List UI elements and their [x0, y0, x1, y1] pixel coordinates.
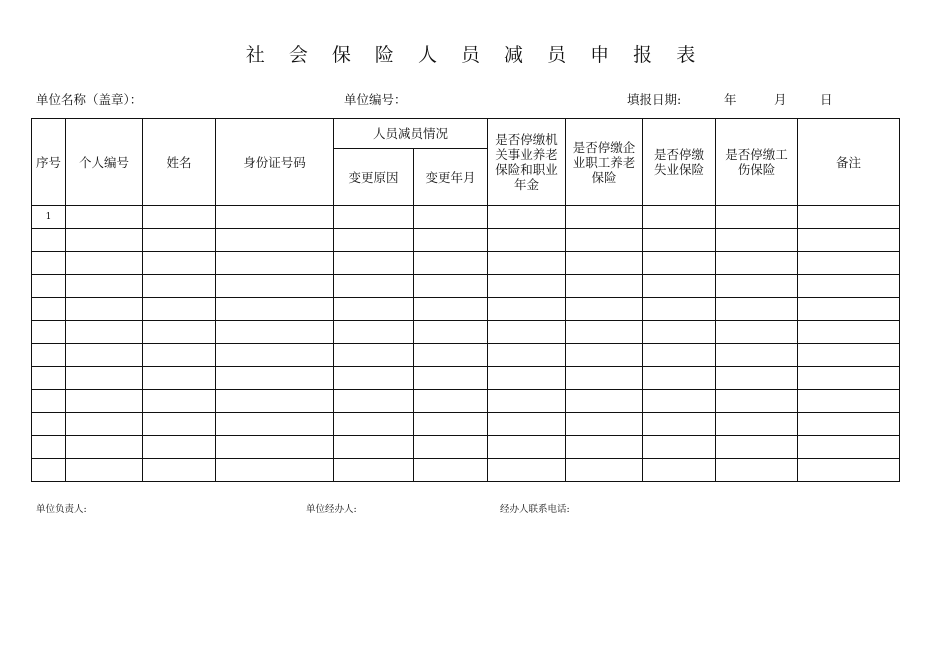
row-seq-cell	[32, 298, 66, 321]
header-seq: 序号	[32, 119, 66, 206]
table-cell[interactable]	[716, 413, 798, 436]
row-seq-cell	[32, 390, 66, 413]
table-cell[interactable]	[216, 436, 334, 459]
table-cell[interactable]	[66, 390, 143, 413]
header-personal-id: 个人编号	[66, 119, 143, 206]
table-cell[interactable]	[716, 275, 798, 298]
table-cell[interactable]	[488, 367, 566, 390]
table-cell[interactable]	[66, 275, 143, 298]
day-label: 日	[820, 92, 833, 107]
table-cell[interactable]	[488, 459, 566, 482]
table-row	[32, 206, 900, 229]
table-cell[interactable]	[334, 436, 414, 459]
table-cell[interactable]	[798, 436, 900, 459]
table-cell[interactable]	[143, 229, 216, 252]
table-cell[interactable]	[566, 436, 643, 459]
table-cell[interactable]	[643, 206, 716, 229]
table-cell[interactable]	[66, 321, 143, 344]
table-cell[interactable]	[334, 321, 414, 344]
table-cell[interactable]	[566, 275, 643, 298]
table-row	[32, 367, 900, 390]
table-cell[interactable]	[643, 459, 716, 482]
table-cell[interactable]	[798, 298, 900, 321]
table-cell[interactable]	[334, 275, 414, 298]
table-cell[interactable]	[414, 436, 488, 459]
table-cell[interactable]	[143, 275, 216, 298]
table-cell[interactable]	[566, 413, 643, 436]
table-cell[interactable]	[334, 413, 414, 436]
table-cell[interactable]	[66, 206, 143, 229]
table-cell[interactable]	[216, 344, 334, 367]
row-seq-cell	[32, 275, 66, 298]
table-cell[interactable]	[414, 367, 488, 390]
table-row	[32, 298, 900, 321]
table-cell[interactable]	[716, 390, 798, 413]
table-cell[interactable]	[414, 206, 488, 229]
table-cell[interactable]	[334, 206, 414, 229]
table-cell[interactable]	[488, 344, 566, 367]
table-row	[32, 344, 900, 367]
table-cell[interactable]	[798, 367, 900, 390]
header-stop-enterprise-pension: 是否停缴企业职工养老保险	[566, 119, 643, 206]
header-reduction-group: 人员减员情况	[334, 119, 488, 149]
table-cell[interactable]	[716, 298, 798, 321]
handler-phone-label: 经办人联系电话:	[500, 504, 570, 515]
table-cell[interactable]	[216, 206, 334, 229]
table-cell[interactable]	[66, 436, 143, 459]
table-cell[interactable]	[488, 413, 566, 436]
table-cell[interactable]	[566, 298, 643, 321]
row-seq-cell	[32, 229, 66, 252]
row-seq-cell: 1	[32, 206, 66, 229]
table-cell[interactable]	[334, 459, 414, 482]
month-label: 月	[774, 92, 787, 107]
table-cell[interactable]	[798, 252, 900, 275]
header-stop-institution-pension: 是否停缴机关事业养老保险和职业年金	[488, 119, 566, 206]
header-stop-unemployment: 是否停缴失业保险	[643, 119, 716, 206]
table-cell[interactable]	[414, 252, 488, 275]
unit-name-label: 单位名称（盖章）：	[36, 92, 143, 107]
table-row	[32, 390, 900, 413]
table-cell[interactable]	[143, 321, 216, 344]
table-cell[interactable]	[488, 252, 566, 275]
header-change-date: 变更年月	[414, 149, 488, 206]
table-cell[interactable]	[798, 206, 900, 229]
table-cell[interactable]	[216, 459, 334, 482]
header-id-card: 身份证号码	[216, 119, 334, 206]
row-seq-cell	[32, 321, 66, 344]
row-seq-cell	[32, 367, 66, 390]
unit-handler-label: 单位经办人:	[306, 504, 357, 515]
table-cell[interactable]	[643, 344, 716, 367]
header-change-reason: 变更原因	[334, 149, 414, 206]
table-cell[interactable]	[798, 344, 900, 367]
page-title: 社 会 保 险 人 员 减 员 申 报 表	[245, 44, 705, 66]
table-cell[interactable]	[216, 252, 334, 275]
table-cell[interactable]	[566, 252, 643, 275]
table-cell[interactable]	[566, 229, 643, 252]
table-row	[32, 252, 900, 275]
table-cell[interactable]	[334, 390, 414, 413]
row-seq-cell	[32, 436, 66, 459]
table-cell[interactable]	[643, 321, 716, 344]
table-cell[interactable]	[488, 298, 566, 321]
table-cell[interactable]	[643, 252, 716, 275]
table-cell[interactable]	[143, 436, 216, 459]
table-cell[interactable]	[566, 344, 643, 367]
table-cell[interactable]	[566, 367, 643, 390]
table-cell[interactable]	[334, 229, 414, 252]
table-cell[interactable]	[66, 367, 143, 390]
table-cell[interactable]	[643, 390, 716, 413]
year-label: 年	[724, 92, 737, 107]
table-cell[interactable]	[143, 367, 216, 390]
table-cell[interactable]	[143, 390, 216, 413]
table-cell[interactable]	[798, 390, 900, 413]
table-cell[interactable]	[66, 459, 143, 482]
table-cell[interactable]	[716, 229, 798, 252]
table-cell[interactable]	[488, 436, 566, 459]
table-cell[interactable]	[414, 229, 488, 252]
table-cell[interactable]	[488, 321, 566, 344]
table-cell[interactable]	[66, 413, 143, 436]
table-cell[interactable]	[716, 367, 798, 390]
table-cell[interactable]	[143, 298, 216, 321]
table-cell[interactable]	[414, 344, 488, 367]
table-row	[32, 413, 900, 436]
table-cell[interactable]	[488, 206, 566, 229]
table-cell[interactable]	[143, 344, 216, 367]
row-seq-cell	[32, 413, 66, 436]
table-cell[interactable]	[216, 275, 334, 298]
header-remarks: 备注	[798, 119, 900, 206]
table-cell[interactable]	[66, 298, 143, 321]
table-row	[32, 459, 900, 482]
table-cell[interactable]	[143, 459, 216, 482]
header-stop-injury: 是否停缴工伤保险	[716, 119, 798, 206]
table-row	[32, 229, 900, 252]
table-cell[interactable]	[798, 459, 900, 482]
table-cell[interactable]	[716, 436, 798, 459]
table-cell[interactable]	[216, 390, 334, 413]
table-cell[interactable]	[643, 275, 716, 298]
table-cell[interactable]	[643, 413, 716, 436]
table-cell[interactable]	[566, 390, 643, 413]
table-cell[interactable]	[798, 413, 900, 436]
table-row	[32, 275, 900, 298]
unit-leader-label: 单位负责人:	[36, 504, 87, 515]
table-cell[interactable]	[488, 275, 566, 298]
table-cell[interactable]	[716, 459, 798, 482]
table-cell[interactable]	[414, 459, 488, 482]
table-cell[interactable]	[216, 298, 334, 321]
table-cell[interactable]	[216, 413, 334, 436]
table-cell[interactable]	[334, 344, 414, 367]
table-cell[interactable]	[414, 413, 488, 436]
header-name: 姓名	[143, 119, 216, 206]
table-cell[interactable]	[798, 321, 900, 344]
table-cell[interactable]	[66, 252, 143, 275]
table-cell[interactable]	[566, 321, 643, 344]
table-cell[interactable]	[66, 229, 143, 252]
table-cell[interactable]	[216, 229, 334, 252]
table-cell[interactable]	[143, 206, 216, 229]
table-cell[interactable]	[716, 321, 798, 344]
table-cell[interactable]	[643, 298, 716, 321]
table-cell[interactable]	[566, 459, 643, 482]
table-cell[interactable]	[216, 367, 334, 390]
table-cell[interactable]	[334, 367, 414, 390]
table-cell[interactable]	[488, 390, 566, 413]
table-cell[interactable]	[643, 229, 716, 252]
reduction-report-table	[31, 118, 900, 482]
table-cell[interactable]	[216, 321, 334, 344]
row-seq-cell	[32, 252, 66, 275]
table-cell[interactable]	[643, 367, 716, 390]
table-cell[interactable]	[334, 298, 414, 321]
table-cell[interactable]	[143, 252, 216, 275]
table-cell[interactable]	[414, 298, 488, 321]
table-cell[interactable]	[414, 275, 488, 298]
row-seq-cell	[32, 344, 66, 367]
table-row	[32, 436, 900, 459]
table-cell[interactable]	[334, 252, 414, 275]
table-cell[interactable]	[798, 275, 900, 298]
table-cell[interactable]	[488, 229, 566, 252]
row-seq-cell	[32, 459, 66, 482]
table-cell[interactable]	[716, 344, 798, 367]
table-cell[interactable]	[414, 321, 488, 344]
table-cell[interactable]	[143, 413, 216, 436]
table-cell[interactable]	[414, 390, 488, 413]
unit-code-label: 单位编号：	[344, 92, 407, 107]
table-cell[interactable]	[566, 206, 643, 229]
table-cell[interactable]	[716, 206, 798, 229]
table-cell[interactable]	[643, 436, 716, 459]
table-cell[interactable]	[716, 252, 798, 275]
table-cell[interactable]	[66, 344, 143, 367]
table-cell[interactable]	[798, 229, 900, 252]
fill-date-label: 填报日期:	[627, 92, 682, 107]
table-row	[32, 321, 900, 344]
